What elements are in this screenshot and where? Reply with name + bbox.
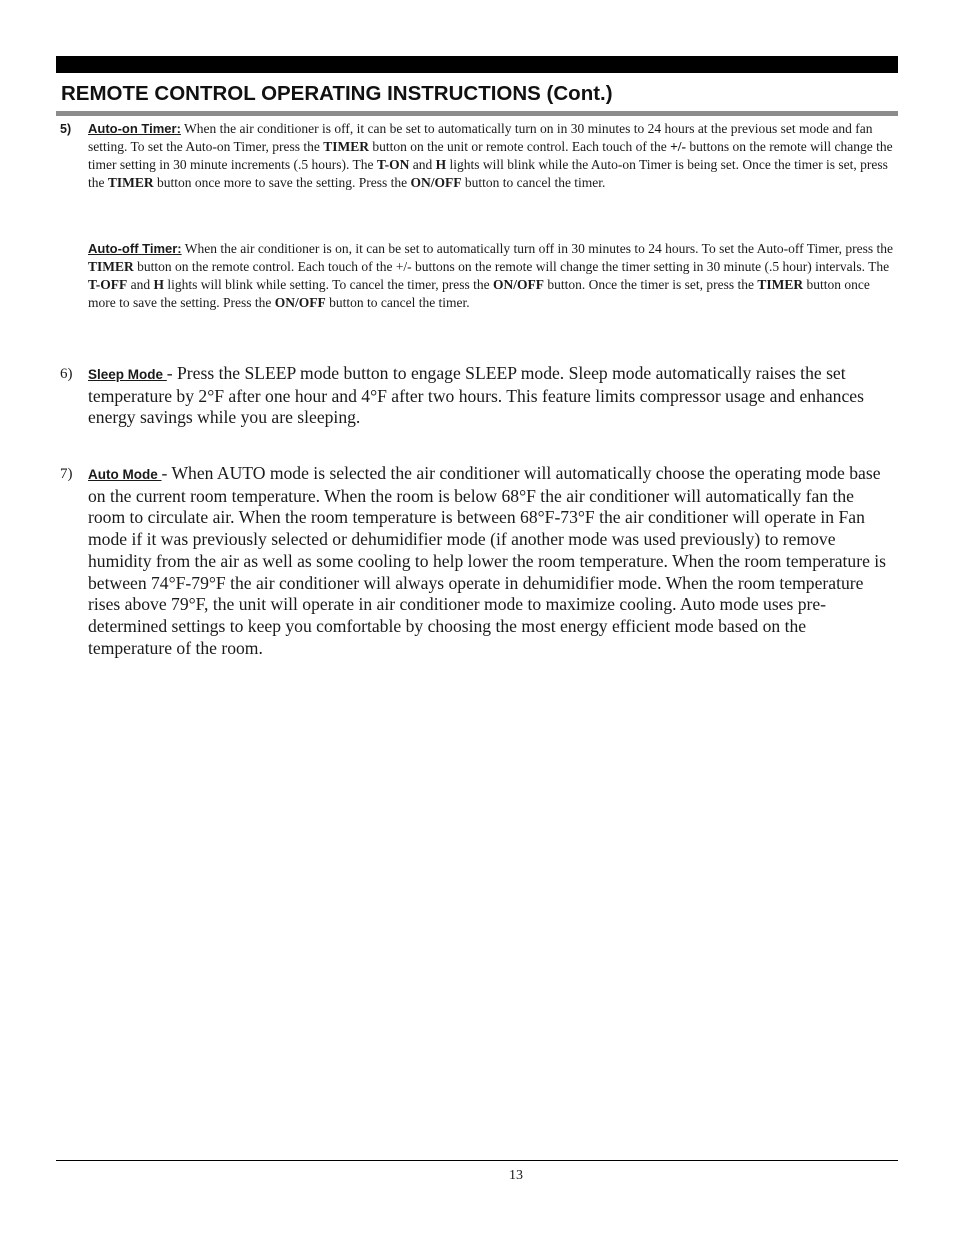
auto-on-text-1: When the air conditioner is off, it can be set to automatically turn on in 30 minutes to 24 hours at the previous set mode and fan setting. To set the Auto-on Timer, press the — [88, 121, 873, 154]
auto-off-onoff-keyword-2: ON/OFF — [274, 294, 326, 310]
auto-on-text-2: button on the unit or remote control. Each touch of the — [369, 138, 671, 154]
auto-on-text-5: lights will blink while the Auto-on Timer is being set. Once the timer is set, press the — [88, 156, 888, 190]
auto-off-timer-label: Auto-off Timer: — [88, 241, 182, 256]
auto-off-text-6: button once more to save the setting. Press the — [88, 276, 870, 310]
auto-off-timer-paragraph — [88, 240, 894, 312]
auto-off-timer-keyword-2: TIMER — [757, 276, 804, 292]
auto-on-text-3: buttons on the remote will change the timer setting in 30 minute increments (.5 hours). The — [88, 138, 893, 172]
sleep-mode-paragraph — [88, 363, 894, 429]
auto-on-onoff-keyword: ON/OFF — [410, 174, 462, 190]
footer-divider — [56, 1160, 898, 1161]
auto-on-timer-keyword-2: TIMER — [107, 174, 154, 190]
auto-mode-paragraph — [88, 463, 894, 659]
auto-off-text-1: When the air conditioner is on, it can be set to automatically turn off in 30 minutes to 24 hours. To set the Auto-off Timer, press the — [181, 241, 894, 256]
auto-off-text-3: and — [127, 276, 154, 292]
auto-on-text-6: button once more to save the setting. Press the — [153, 174, 411, 190]
sleep-mode-text: - Press the SLEEP mode button to engage SLEEP mode. Sleep mode automatically raises the set temperature by 2°F after one hour and 4°F after two hours. This feature limits compressor usage and enhances energy savings while you are sleeping. — [88, 363, 864, 428]
auto-on-t-on-keyword: T-ON — [376, 156, 410, 172]
auto-off-h-keyword: H — [153, 276, 165, 292]
auto-off-text-5: button. Once the timer is set, press the — [544, 276, 758, 292]
auto-off-onoff-keyword: ON/OFF — [493, 276, 544, 292]
item-5-number: 5) — [60, 122, 72, 136]
auto-on-timer-keyword: TIMER — [323, 138, 370, 154]
auto-off-text-4: lights will blink while setting. To cancel the timer, press the — [164, 276, 493, 292]
page-title: REMOTE CONTROL OPERATING INSTRUCTIONS (Cont.) — [61, 82, 613, 105]
auto-off-text-2: button on the remote control. Each touch of the +/- buttons on the remote will change the timer setting in 30 minute (.5 hour) intervals. The — [133, 258, 890, 274]
header-divider — [56, 111, 898, 116]
auto-off-t-off-keyword: T-OFF — [88, 276, 128, 292]
auto-off-timer-keyword: TIMER — [88, 258, 134, 274]
auto-off-text-7: button to cancel the timer. — [325, 294, 470, 310]
auto-mode-text: - When AUTO mode is selected the air conditioner will automatically choose the operating mode base on the current room temperature. When the room is below 68°F the air conditioner will automatically fan the room to circulate air. When the room temperature is between 68°F-73°F the air conditioner will operate in Fan mode if it was previously selected or dehumidifier mode (if another mode was used previously) to remove humidity from the air as well as some cooling to help lower the room temperature. When the room temperature is between 74°F-79°F the air conditioner will always operate in dehumidifier mode. When the room temperature rises above 79°F, the unit will operate in air conditioner mode to maximize cooling. Auto mode uses pre-determined settings to keep you comfortable by choosing the most energy efficient mode based on the temperature of the room. — [88, 463, 887, 658]
header-bar — [56, 56, 898, 73]
auto-on-timer-label: Auto-on Timer: — [88, 121, 181, 136]
auto-on-timer-paragraph — [88, 120, 894, 192]
auto-on-text-4: and — [409, 156, 436, 172]
auto-mode-label: Auto Mode — [88, 467, 162, 482]
auto-on-text-7: button to cancel the timer. — [461, 174, 606, 190]
sleep-mode-label: Sleep Mode — [88, 367, 167, 382]
item-7-number: 7) — [60, 466, 73, 482]
auto-on-h-keyword: H — [435, 156, 447, 172]
page-number: 13 — [509, 1168, 523, 1183]
auto-on-plus-minus-keyword: +/- — [670, 138, 687, 154]
item-6-number: 6) — [60, 366, 73, 382]
